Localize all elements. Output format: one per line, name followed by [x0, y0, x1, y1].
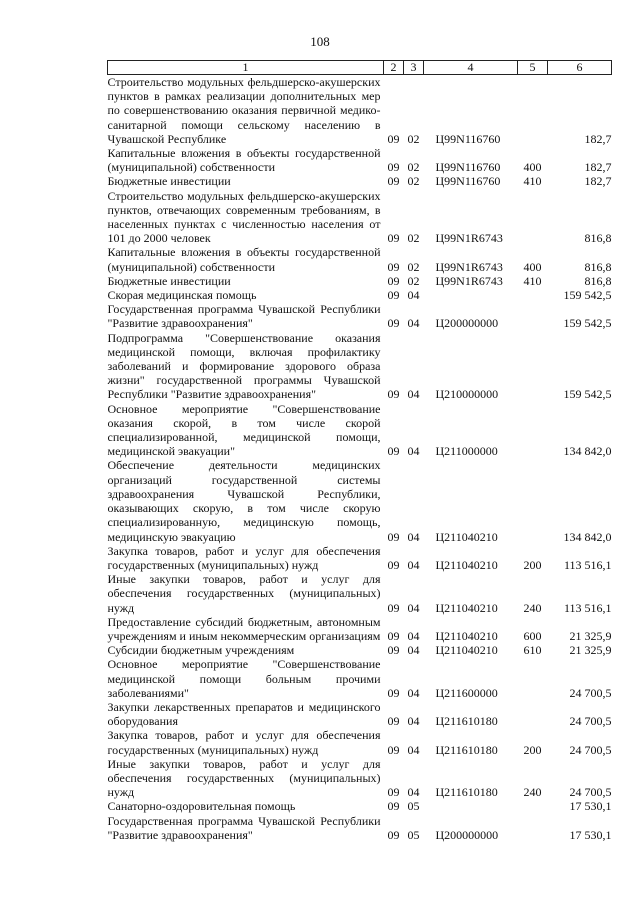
row-expense-type [518, 189, 548, 246]
row-section: 09 [387, 785, 400, 800]
row-target-code: Ц210000000 [435, 387, 499, 402]
row-section: 09 [387, 799, 400, 814]
row-section: 09 [387, 827, 400, 842]
row-expense-type: 240 [523, 600, 542, 615]
row-target-code: Ц99N1R6743 [435, 231, 503, 246]
row-amount: 113 516,1 [563, 557, 612, 572]
table-row [108, 544, 612, 572]
row-target-code: Ц99N116760 [435, 174, 501, 189]
row-amount: 182,7 [584, 131, 612, 146]
row-name: Строительство модульных фельдшерско-акушерских пунктов, отвечающих современным требованиям, в населенных пунктах с численностью населения от 101 до 2000 человек [107, 188, 381, 246]
row-target-code: Ц211610180 [435, 742, 498, 757]
table-row [108, 814, 612, 842]
table-row [108, 331, 612, 402]
row-target-code: Ц211000000 [435, 444, 498, 459]
row-amount: 17 530,1 [569, 827, 612, 842]
row-target-code: Ц99N116760 [435, 160, 501, 175]
row-amount: 24 700,5 [569, 685, 612, 700]
page-number: 108 [310, 34, 330, 49]
table-row [108, 572, 612, 615]
table-row [108, 458, 612, 543]
row-amount: 134 842,0 [563, 529, 612, 544]
table-row [108, 799, 612, 813]
row-target-code: Ц211040210 [435, 600, 498, 615]
row-name: Субсидии бюджетным учреждениям [107, 643, 295, 658]
row-subsection: 02 [407, 160, 420, 175]
row-amount: 134 842,0 [563, 444, 612, 459]
row-expense-type [518, 700, 548, 728]
row-target-code: Ц211610180 [435, 714, 498, 729]
row-name: Основное мероприятие "Совершенствование оказания скорой, в том числе скорой специализированной, медицинской помощи, медицинской эвакуации" [107, 401, 381, 459]
column-header-3: 3 [404, 61, 424, 75]
row-amount: 816,8 [584, 259, 612, 274]
row-name: Государственная программа Чувашской Республики "Развитие здравоохранения" [107, 813, 381, 842]
row-section: 09 [387, 529, 400, 544]
row-section: 09 [387, 231, 400, 246]
row-expense-type: 410 [523, 174, 542, 189]
row-subsection: 04 [407, 557, 420, 572]
row-expense-type [518, 75, 548, 147]
row-amount: 21 325,9 [569, 628, 612, 643]
row-section: 09 [387, 628, 400, 643]
row-name: Подпрограмма "Совершенствование оказания медицинской помощи, включая профилактику заболеваний и формирование здорового образа жизни" государственной программы Чувашской Республики "Развитие здравоохранения" [107, 330, 381, 402]
header-row [108, 61, 612, 75]
row-section: 09 [387, 600, 400, 615]
row-expense-type [518, 458, 548, 543]
table-row [108, 615, 612, 643]
row-section: 09 [387, 714, 400, 729]
row-subsection: 04 [407, 316, 420, 331]
table-row [108, 302, 612, 330]
table-row [108, 245, 612, 273]
row-amount: 182,7 [584, 174, 612, 189]
budget-table [107, 60, 612, 842]
row-name: Бюджетные инвестиции [107, 273, 231, 288]
table-row [108, 146, 612, 174]
row-expense-type: 240 [523, 785, 542, 800]
row-target-code: Ц200000000 [435, 827, 499, 842]
row-expense-type: 600 [523, 628, 542, 643]
table-row [108, 189, 612, 246]
row-target-code: Ц200000000 [435, 316, 499, 331]
row-target-code: Ц211600000 [435, 685, 498, 700]
row-subsection: 04 [407, 643, 420, 658]
column-header-5: 5 [518, 61, 548, 75]
column-header-4: 4 [424, 61, 518, 75]
row-name: Иные закупки товаров, работ и услуг для обеспечения государственных (муниципальных) нужд [107, 756, 381, 800]
row-expense-type [518, 288, 548, 302]
table-row [108, 174, 612, 188]
row-amount: 24 700,5 [569, 742, 612, 757]
row-target-code: Ц99N1R6743 [435, 259, 503, 274]
row-subsection: 05 [407, 827, 420, 842]
row-name: Капитальные вложения в объекты государственной (муниципальной) собственности [107, 146, 381, 175]
row-subsection: 02 [407, 231, 420, 246]
row-expense-type: 200 [523, 742, 542, 757]
row-section: 09 [387, 160, 400, 175]
row-target-code: Ц211040210 [435, 643, 498, 658]
row-section: 09 [387, 288, 400, 303]
row-amount: 182,7 [584, 160, 612, 175]
row-expense-type: 410 [523, 273, 542, 288]
row-name: Предоставление субсидий бюджетным, автономным учреждениям и иным некоммерческим организациям [107, 614, 381, 643]
row-subsection: 04 [407, 785, 420, 800]
row-section: 09 [387, 273, 400, 288]
row-subsection: 04 [407, 742, 420, 757]
row-section: 09 [387, 174, 400, 189]
table-header [108, 61, 612, 75]
row-subsection: 04 [407, 685, 420, 700]
row-expense-type: 610 [523, 643, 542, 658]
row-amount: 816,8 [584, 231, 612, 246]
table-row [108, 75, 612, 147]
row-subsection: 02 [407, 174, 420, 189]
row-expense-type: 400 [523, 259, 542, 274]
row-target-code: Ц211610180 [435, 785, 498, 800]
table-row [108, 643, 612, 657]
table-row [108, 288, 612, 302]
row-subsection: 02 [407, 131, 420, 146]
row-amount: 816,8 [584, 273, 612, 288]
row-section: 09 [387, 557, 400, 572]
table-row [108, 402, 612, 459]
row-name: Санаторно-оздоровительная помощь [107, 799, 296, 814]
row-target-code: Ц99N116760 [435, 131, 501, 146]
row-amount: 21 325,9 [569, 643, 612, 658]
row-subsection: 04 [407, 387, 420, 402]
row-name: Закупки лекарственных препаратов и медицинского оборудования [107, 699, 381, 729]
column-header-6: 6 [548, 61, 612, 75]
row-section: 09 [387, 643, 400, 658]
row-section: 09 [387, 131, 400, 146]
row-section: 09 [387, 259, 400, 274]
row-subsection: 05 [407, 799, 420, 814]
row-subsection: 02 [407, 273, 420, 288]
row-name: Иные закупки товаров, работ и услуг для обеспечения государственных (муниципальных) нужд [107, 572, 381, 615]
row-subsection: 04 [407, 288, 420, 303]
row-name: Скорая медицинская помощь [107, 288, 257, 303]
row-name: Закупка товаров, работ и услуг для обеспечения государственных (муниципальных) нужд [107, 728, 381, 757]
row-expense-type [518, 331, 548, 402]
column-header-1: 1 [108, 61, 384, 75]
row-name: Закупка товаров, работ и услуг для обеспечения государственных (муниципальных) нужд [107, 543, 381, 572]
row-amount: 24 700,5 [569, 785, 612, 800]
row-expense-type [518, 799, 548, 813]
row-subsection: 04 [407, 600, 420, 615]
row-expense-type [518, 402, 548, 459]
row-section: 09 [387, 316, 400, 331]
row-amount: 113 516,1 [563, 600, 612, 615]
row-expense-type [518, 302, 548, 330]
row-target-code [424, 799, 518, 813]
row-subsection: 04 [407, 714, 420, 729]
row-subsection: 02 [407, 259, 420, 274]
row-name: Бюджетные инвестиции [107, 174, 231, 189]
row-expense-type: 400 [523, 160, 542, 175]
row-expense-type [518, 814, 548, 842]
row-name: Строительство модульных фельдшерско-акушерских пунктов в рамках реализации дополнительных мер по совершенствованию оказания первичной медико-санитарной помощи сельскому населению в Чувашской Республике [107, 75, 381, 146]
row-section: 09 [387, 387, 400, 402]
row-subsection: 04 [407, 628, 420, 643]
row-subsection: 04 [407, 444, 420, 459]
row-amount: 159 542,5 [563, 387, 612, 402]
row-section: 09 [387, 742, 400, 757]
row-target-code: Ц211040210 [435, 557, 498, 572]
row-target-code: Ц211040210 [435, 529, 498, 544]
row-name: Государственная программа Чувашской Республики "Развитие здравоохранения" [107, 302, 381, 331]
row-subsection: 04 [407, 529, 420, 544]
table-body [108, 75, 612, 842]
row-section: 09 [387, 685, 400, 700]
row-amount: 17 530,1 [569, 799, 612, 814]
row-target-code: Ц99N1R6743 [435, 273, 503, 288]
table-row [108, 274, 612, 288]
row-target-code [424, 288, 518, 302]
row-name: Капитальные вложения в объекты государственной (муниципальной) собственности [107, 245, 381, 274]
table-row [108, 728, 612, 756]
row-expense-type [518, 657, 548, 700]
row-section: 09 [387, 444, 400, 459]
row-amount: 159 542,5 [563, 316, 612, 331]
row-name: Основное мероприятие "Совершенствование медицинской помощи больным прочими заболеваниями" [107, 657, 381, 700]
row-target-code: Ц211040210 [435, 628, 498, 643]
column-header-2: 2 [384, 61, 404, 75]
row-amount: 24 700,5 [569, 714, 612, 729]
row-amount: 159 542,5 [563, 288, 612, 303]
table-row [108, 657, 612, 700]
table-row [108, 700, 612, 728]
row-expense-type: 200 [523, 557, 542, 572]
row-name: Обеспечение деятельности медицинских организаций государственной системы здравоохранения Чувашской Республики, оказывающих скорую, в том числе скорую специализированную, медицинскую помощь, медицинскую эвакуацию [107, 458, 381, 544]
table-row [108, 757, 612, 800]
